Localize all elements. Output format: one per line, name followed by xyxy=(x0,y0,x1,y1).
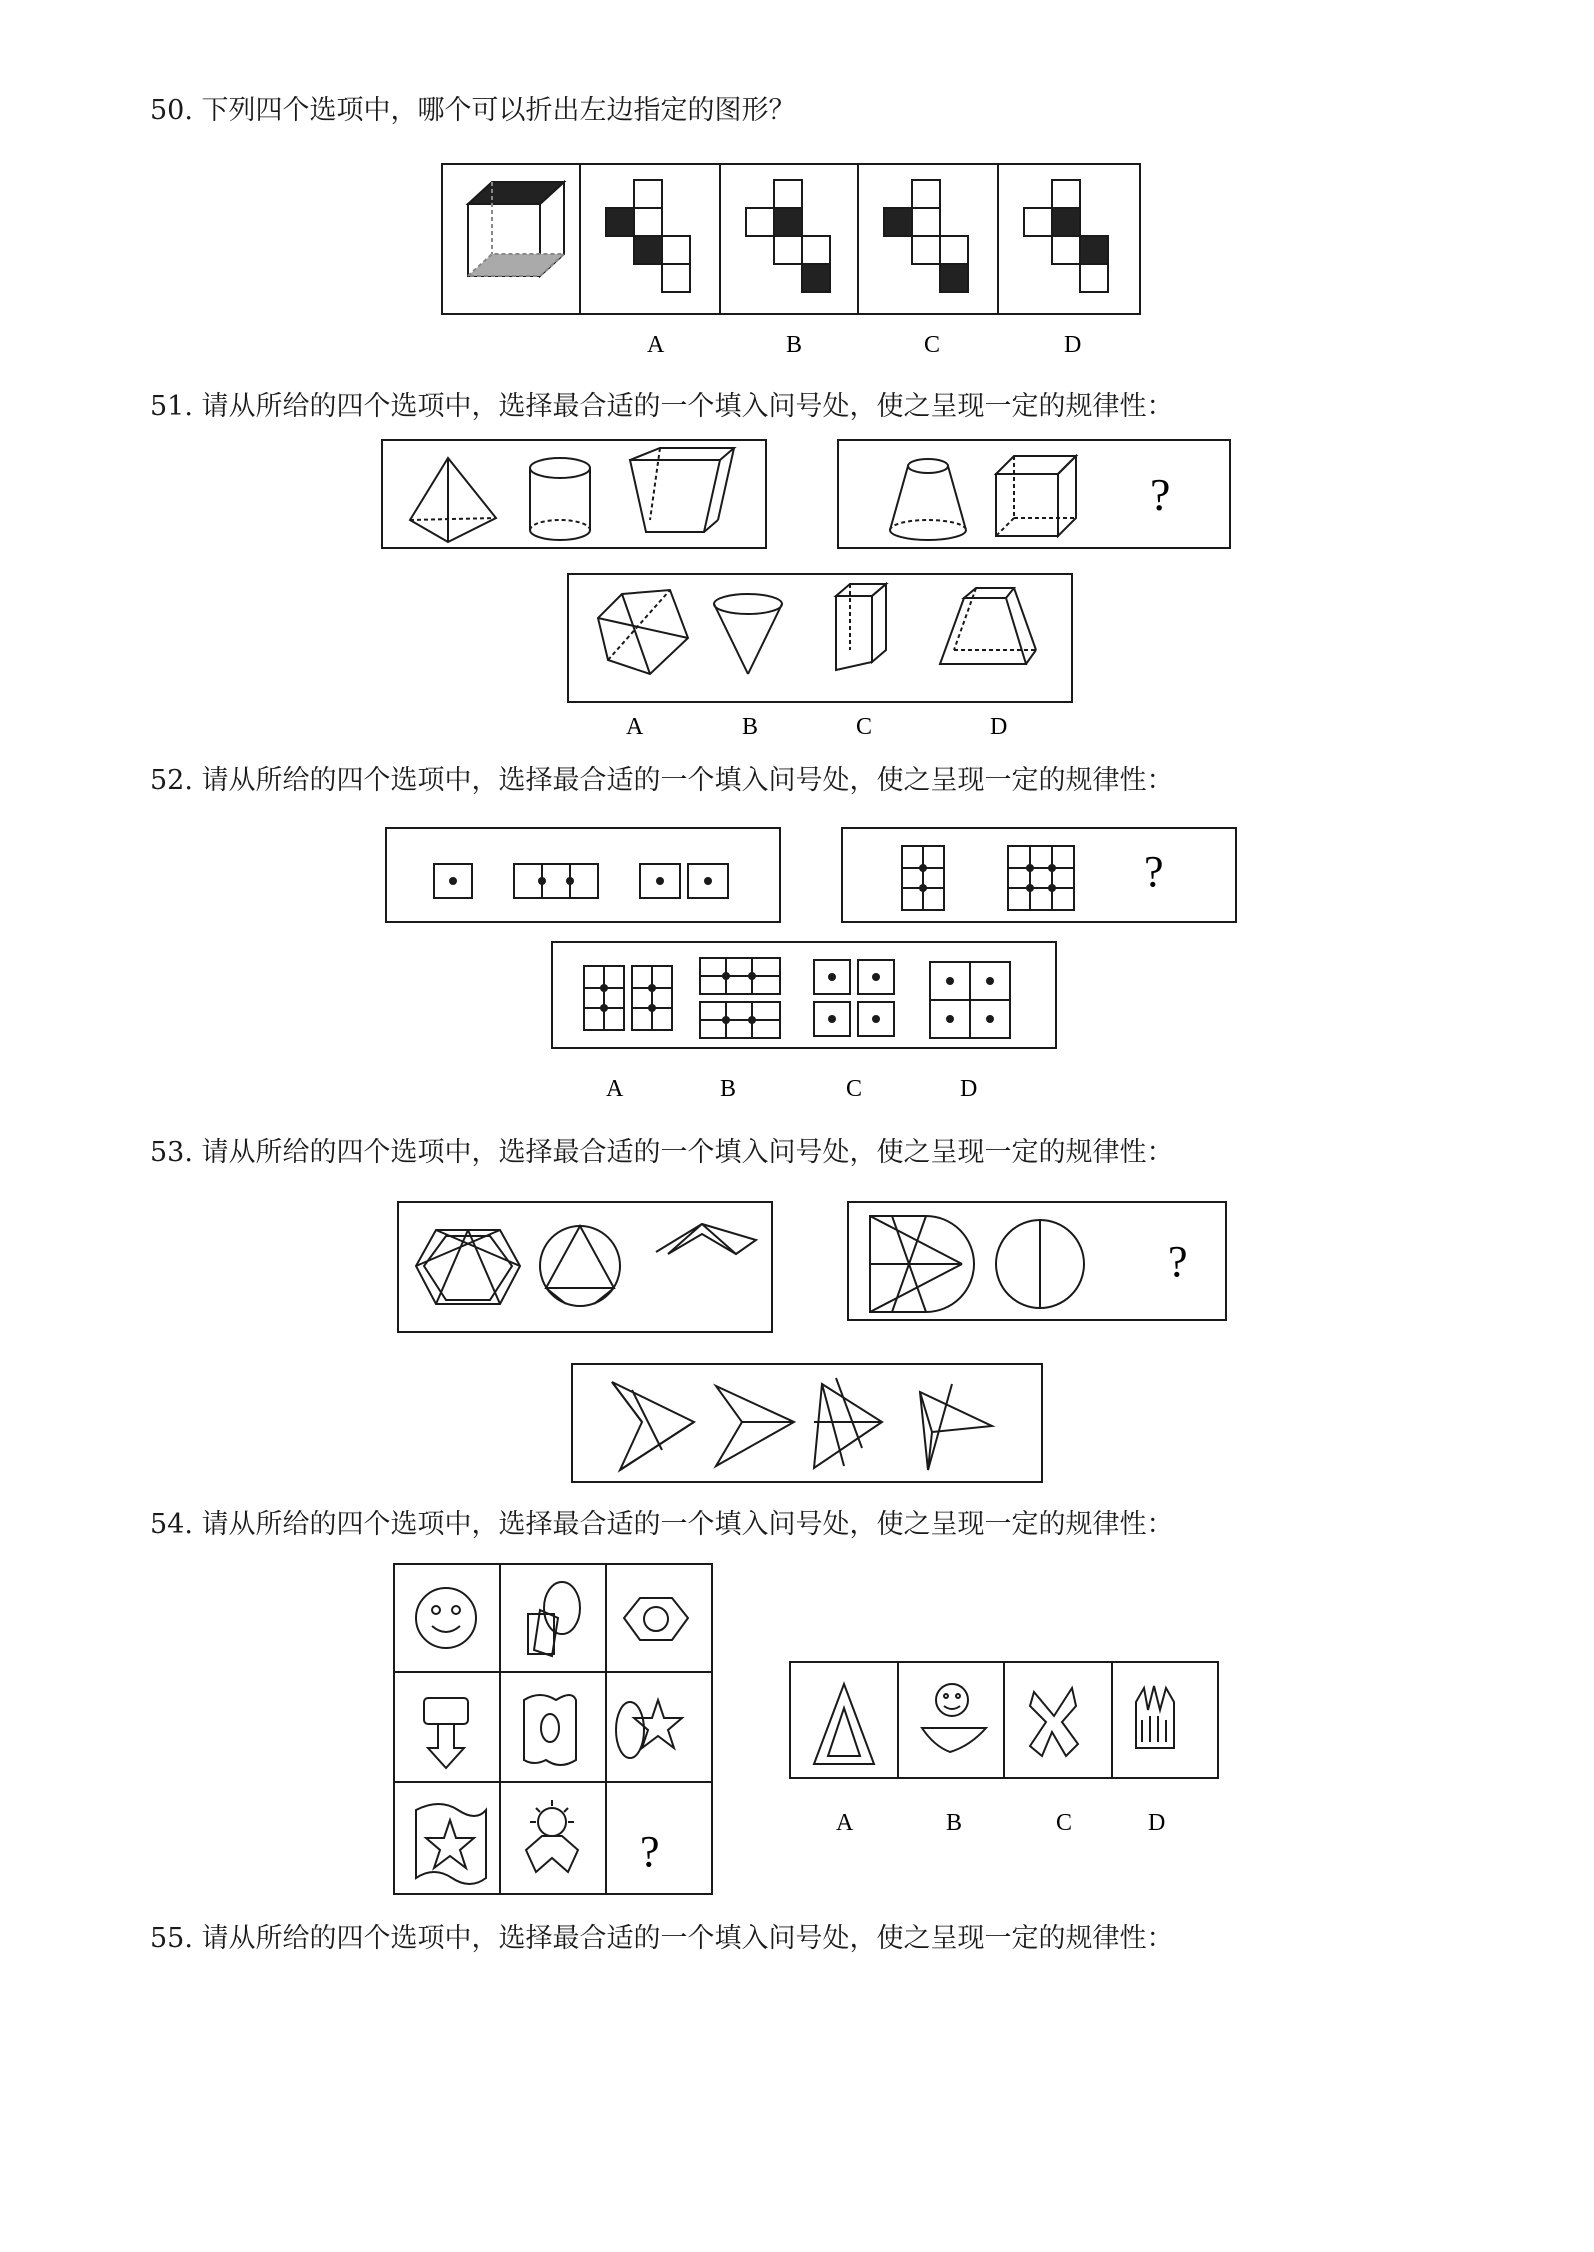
q54-hexagon-nut xyxy=(624,1598,688,1640)
question-text: 请从所给的四个选项中，选择最合适的一个填入问号处，使之呈现一定的规律性： xyxy=(201,391,1174,422)
q53-circle-split-figure xyxy=(996,1220,1084,1308)
question-text: 请从所给的四个选项中，选择最合适的一个填入问号处，使之呈现一定的规律性： xyxy=(201,1137,1174,1168)
q54-label-b[interactable]: B xyxy=(946,1810,963,1836)
question-number: 54. xyxy=(150,1509,193,1540)
q50-option-d-net xyxy=(1024,180,1108,292)
q54-banner-oval xyxy=(524,1695,576,1765)
q54-option-d-tongs xyxy=(1136,1686,1174,1748)
q54-arrow-down xyxy=(424,1698,468,1768)
q51-pyramid xyxy=(410,458,496,542)
q54-question-mark: ? xyxy=(640,1827,660,1876)
q51-option-c-prism xyxy=(836,584,886,670)
question-number: 52. xyxy=(150,765,193,796)
q53-circle-figure xyxy=(540,1226,620,1306)
q50-reference-cube xyxy=(468,182,564,276)
q52-figure xyxy=(384,826,1244,1116)
q54-label-d[interactable]: D xyxy=(1148,1810,1166,1836)
question-number: 55. xyxy=(150,1923,193,1954)
q51-label-d[interactable]: D xyxy=(990,714,1008,740)
q52-label-b[interactable]: B xyxy=(720,1076,737,1102)
q54-option-b-face xyxy=(922,1684,986,1752)
q54-smiley xyxy=(416,1588,476,1648)
question-number: 53. xyxy=(150,1137,193,1168)
q51-truncated-cone xyxy=(890,459,966,540)
q51-cube xyxy=(996,456,1076,536)
question-number: 51. xyxy=(150,391,193,422)
q51-label-a[interactable]: A xyxy=(626,714,644,740)
q52-label-a[interactable]: A xyxy=(606,1076,624,1102)
question-text: 请从所给的四个选项中，选择最合适的一个填入问号处，使之呈现一定的规律性： xyxy=(201,765,1174,796)
q53-d-shape-figure xyxy=(870,1216,974,1312)
question-54 xyxy=(150,1508,1174,1542)
q52-options-box xyxy=(552,942,1056,1048)
question-50 xyxy=(150,94,796,128)
q54-option-c-bowtie xyxy=(1030,1688,1078,1756)
q53-question-mark: ? xyxy=(1168,1237,1188,1286)
q54-sun-ribbon xyxy=(526,1800,578,1872)
q51-cylinder xyxy=(530,458,590,540)
question-53 xyxy=(150,1136,1174,1170)
q51-option-b-cone xyxy=(714,594,782,674)
q53-bow-figure xyxy=(656,1224,756,1254)
q52-label-c[interactable]: C xyxy=(846,1076,863,1102)
question-text: 请从所给的四个选项中，选择最合适的一个填入问号处，使之呈现一定的规律性： xyxy=(201,1509,1174,1540)
q51-label-c[interactable]: C xyxy=(856,714,873,740)
question-number: 50. xyxy=(150,95,193,126)
q54-oval-star xyxy=(616,1700,682,1758)
q50-option-c-net xyxy=(884,180,968,292)
q52-question-mark: ? xyxy=(1144,847,1164,896)
q51-group-1 xyxy=(382,440,766,548)
q52-group-1 xyxy=(386,828,780,922)
q54-figure xyxy=(390,1560,1240,1900)
q53-figure xyxy=(396,1200,1236,1490)
q51-figure xyxy=(380,438,1240,748)
q50-label-c[interactable]: C xyxy=(924,332,941,358)
q50-label-b[interactable]: B xyxy=(786,332,803,358)
question-text: 请从所给的四个选项中，选择最合适的一个填入问号处，使之呈现一定的规律性： xyxy=(201,1923,1174,1954)
q50-figure xyxy=(440,162,1150,362)
question-text: 下列四个选项中，哪个可以折出左边指定的图形？ xyxy=(201,95,796,126)
q53-option-a xyxy=(612,1382,694,1470)
q54-label-a[interactable]: A xyxy=(836,1810,854,1836)
q51-label-b[interactable]: B xyxy=(742,714,759,740)
q53-hexagon-figure xyxy=(416,1230,520,1304)
q53-option-c xyxy=(814,1378,882,1468)
q51-option-a-shape xyxy=(598,590,688,674)
q50-label-a[interactable]: A xyxy=(647,332,665,358)
q53-group-1 xyxy=(398,1202,772,1332)
q52-label-d[interactable]: D xyxy=(960,1076,978,1102)
q51-option-d-frustum xyxy=(940,588,1036,664)
q54-options-box xyxy=(790,1662,1218,1778)
q51-prismoid xyxy=(630,448,734,532)
q54-flag-star xyxy=(416,1804,486,1884)
question-55 xyxy=(150,1922,1174,1956)
q50-label-d[interactable]: D xyxy=(1064,332,1082,358)
q54-option-a-triangle xyxy=(814,1684,874,1764)
question-52 xyxy=(150,764,1174,798)
q54-label-c[interactable]: C xyxy=(1056,1810,1073,1836)
q50-option-a-net xyxy=(606,180,690,292)
q54-shapes-oval xyxy=(528,1582,580,1656)
q51-question-mark: ? xyxy=(1150,469,1171,520)
q53-option-b xyxy=(716,1386,794,1466)
question-51 xyxy=(150,390,1174,424)
q53-option-d xyxy=(920,1384,992,1470)
q50-option-b-net xyxy=(746,180,830,292)
